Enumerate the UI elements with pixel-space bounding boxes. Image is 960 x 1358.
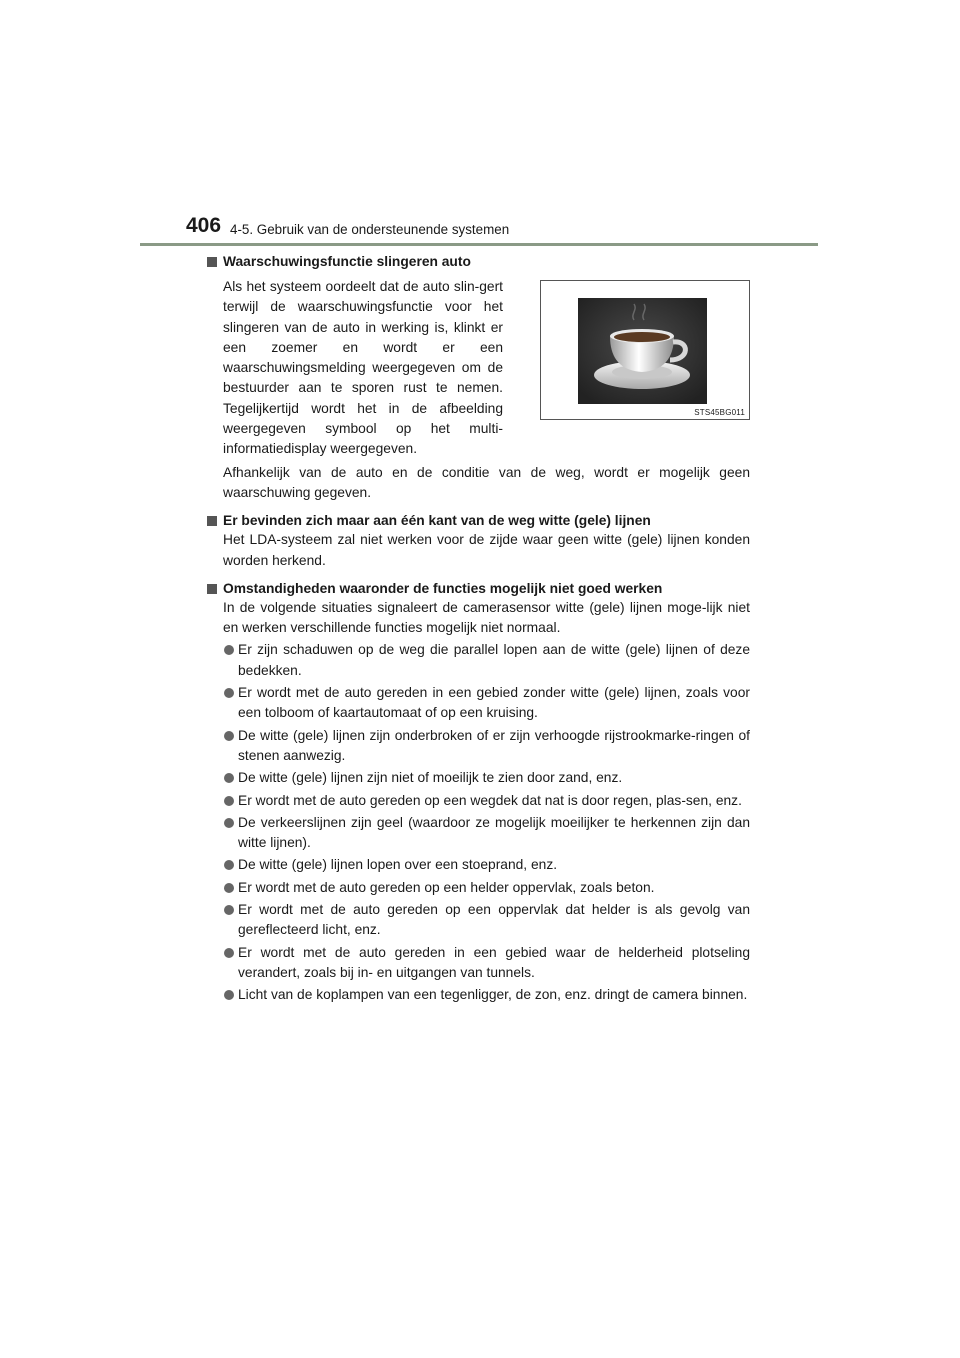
coffee-cup-figure xyxy=(540,280,750,420)
section-heading-sway-warning xyxy=(206,253,750,271)
bullet-dot-icon xyxy=(224,796,234,806)
figure-code: STS45BG011 xyxy=(694,408,745,417)
sway-warning-note: Afhankelijk van de auto en de conditie van de weg, wordt er mogelijk geen waarschuwing gegeven. xyxy=(223,464,750,500)
section-heading-one-side-lines xyxy=(206,512,750,530)
bullet-dot-icon xyxy=(224,773,234,783)
page-content xyxy=(206,253,750,1006)
list-item: Er wordt met de auto gereden in een gebied waar de helderheid plotseling verandert, zoals bij in- en uitgangen van tunnels. xyxy=(206,943,750,984)
list-item: Er wordt met de auto gereden in een gebied zonder witte (gele) lijnen, zoals voor een tolboom of kaartautomaat of op een kruising. xyxy=(206,683,750,724)
list-item: De verkeerslijnen zijn geel (waardoor ze mogelijk moeilijker te herkennen zijn dan witte lijnen). xyxy=(206,813,750,854)
page-number: 406 xyxy=(186,214,222,237)
section-heading-conditions xyxy=(206,580,750,598)
square-bullet-icon xyxy=(207,257,217,267)
list-item: Er wordt met de auto gereden op een oppervlak dat helder is als gevolg van gereflecteerd licht, enz. xyxy=(206,900,750,941)
bullet-dot-icon xyxy=(224,990,234,1000)
bullet-dot-icon xyxy=(224,688,234,698)
square-bullet-icon xyxy=(207,516,217,526)
sway-warning-text: Als het systeem oordeelt dat de auto slin-gert terwijl de waarschuwingsfunctie voor het slingeren van de auto in werking is, klinkt er een zoemer en wordt er een waarschuwingsmelding weergegeven om de bestuurder aan te sporen rust te nemen. Tegelijkertijd wordt het in de afbeelding weergegeven symbool op het multi-informatiedisplay weergegeven. xyxy=(223,279,503,457)
bullet-dot-icon xyxy=(224,860,234,870)
list-item: Licht van de koplampen van een tegenligger, de zon, enz. dringt de camera binnen. xyxy=(206,985,750,1005)
one-side-lines-text: Het LDA-systeem zal niet werken voor de zijde waar geen witte (gele) lijnen konden worden herkend. xyxy=(223,532,750,568)
bullet-dot-icon xyxy=(224,905,234,915)
list-item: Er zijn schaduwen op de weg die parallel lopen aan de witte (gele) lijnen of deze bedekken. xyxy=(206,640,750,681)
section-title: Waarschuwingsfunctie slingeren auto xyxy=(223,254,471,269)
header-rule xyxy=(140,243,818,246)
bullet-dot-icon xyxy=(224,645,234,655)
chapter-title: 4-5. Gebruik van de ondersteunende systemen xyxy=(230,222,510,237)
section-title: Er bevinden zich maar aan één kant van de weg witte (gele) lijnen xyxy=(223,513,651,529)
list-item: Er wordt met de auto gereden op een helder oppervlak, zoals beton. xyxy=(206,878,750,898)
list-item: De witte (gele) lijnen zijn onderbroken of er zijn verhoogde rijstrookmarke-ringen of stenen aanwezig. xyxy=(206,726,750,767)
bullet-dot-icon xyxy=(224,948,234,958)
sway-warning-intro xyxy=(206,277,750,460)
bullet-dot-icon xyxy=(224,883,234,893)
bullet-dot-icon xyxy=(224,818,234,828)
list-item: De witte (gele) lijnen lopen over een stoeprand, enz. xyxy=(206,855,750,875)
list-item: Er wordt met de auto gereden op een wegdek dat nat is door regen, plas-sen, enz. xyxy=(206,791,750,811)
section-title: Omstandigheden waaronder de functies mogelijk niet goed werken xyxy=(223,580,663,596)
conditions-intro: In de volgende situaties signaleert de camerasensor witte (gele) lijnen moge-lijk niet en werken verschillende functies mogelijk niet normaal. xyxy=(223,599,750,636)
coffee-cup-icon xyxy=(578,298,707,404)
list-item: De witte (gele) lijnen zijn niet of moeilijk te zien door zand, enz. xyxy=(206,768,750,788)
square-bullet-icon xyxy=(207,584,217,594)
bullet-dot-icon xyxy=(224,731,234,741)
